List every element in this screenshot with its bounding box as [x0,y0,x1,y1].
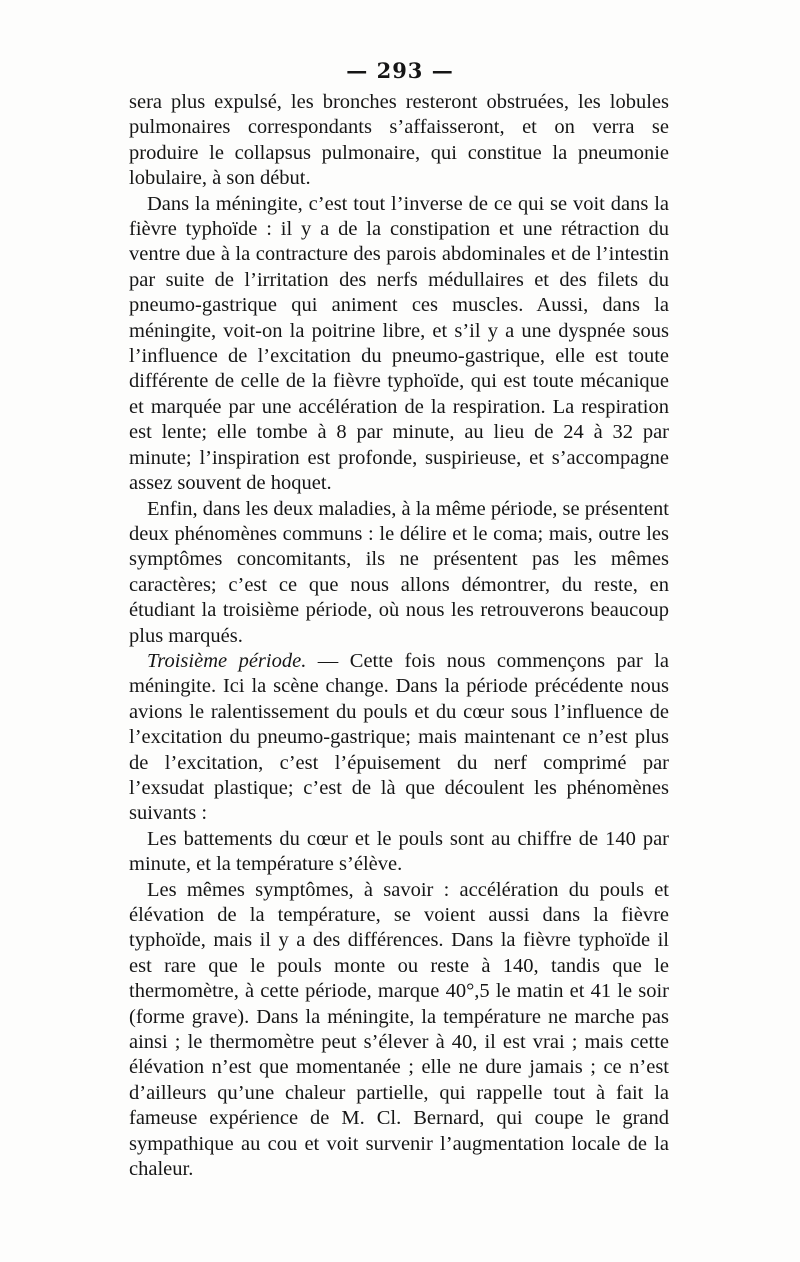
body-text [129,90,669,1182]
paragraph-symptomes: Les mêmes symptômes, à savoir : accélération du pouls et élévation de la température, se voient aussi dans la fièvre typhoïde, mais il y a des différences. Dans la fièvre typhoïde il est rare que le pouls monte ou reste à 140, tandis que le thermomètre, à cette période, marque 40°,5 le matin et 41 le soir (forme grave). Dans la méningite, la température ne marche pas ainsi ; le thermomètre peut s’élever à 40, il est vrai ; mais cette élévation n’est que momentanée ; elle ne dure jamais ; ce n’est d’ailleurs qu’une chaleur partielle, qui rappelle tout à fait la fameuse expérience de M. Cl. Bernard, qui coupe le grand sympathique au cou et voit survenir l’augmentation locale de la chaleur. [129,878,669,1181]
page-number: — 293 — [346,58,454,83]
section-text: — Cette fois nous commençons par la méningite. Ici la scène change. Dans la période précédente nous avions le ralentissement du pouls et du cœur sous l’influence de l’excitation du pneumo-gastrique; mais maintenant ce n’est plus de l’excitation, c’est l’épuisement du nerf comprimé par l’exsudat plastique; c’est de là que découlent les phénomènes suivants : [129,649,669,825]
paragraph-battements: Les battements du cœur et le pouls sont au chiffre de 140 par minute, et la température s’élève. [129,827,669,876]
paragraph-delire-coma: Enfin, dans les deux maladies, à la même période, se présentent deux phénomènes communs : le délire et le coma; mais, outre les symptômes concomitants, ils ne présentent pas les mêmes caractères; c’est ce que nous allons démontrer, du reste, en étudiant la troisième période, où nous les retrouverons beaucoup plus marqués. [129,497,669,647]
section-heading: Troisième période. [147,649,307,672]
paragraph-continued: sera plus expulsé, les bronches resteront obstruées, les lobules pulmonaires correspondants s’affaisseront, et on verra se produire le collapsus pulmonaire, qui constitue la pneumonie lobulaire, à son début. [129,91,669,190]
paragraph-meningite-vs-typhoide: Dans la méningite, c’est tout l’inverse de ce qui se voit dans la fièvre typhoïde : il y a de la constipation et une rétraction du ventre due à la contracture des parois abdominales et de l’intestin par suite de l’irritation des nerfs médullaires et des filets du pneumo-gastrique qui animent ces muscles. Aussi, dans la méningite, voit-on la poitrine libre, et s’il y a une dyspnée sous l’influence de l’excitation du pneumo-gastrique, elle est toute différente de celle de la fièvre typhoïde, qui est toute mécanique et marquée par une accélération de la respiration. La respiration est lente; elle tombe à 8 par minute, au lieu de 24 à 32 par minute; l’inspiration est profonde, suspirieuse, et s’accompagne assez souvent de hoquet. [129,192,669,495]
paragraph-troisieme-periode [129,649,669,827]
